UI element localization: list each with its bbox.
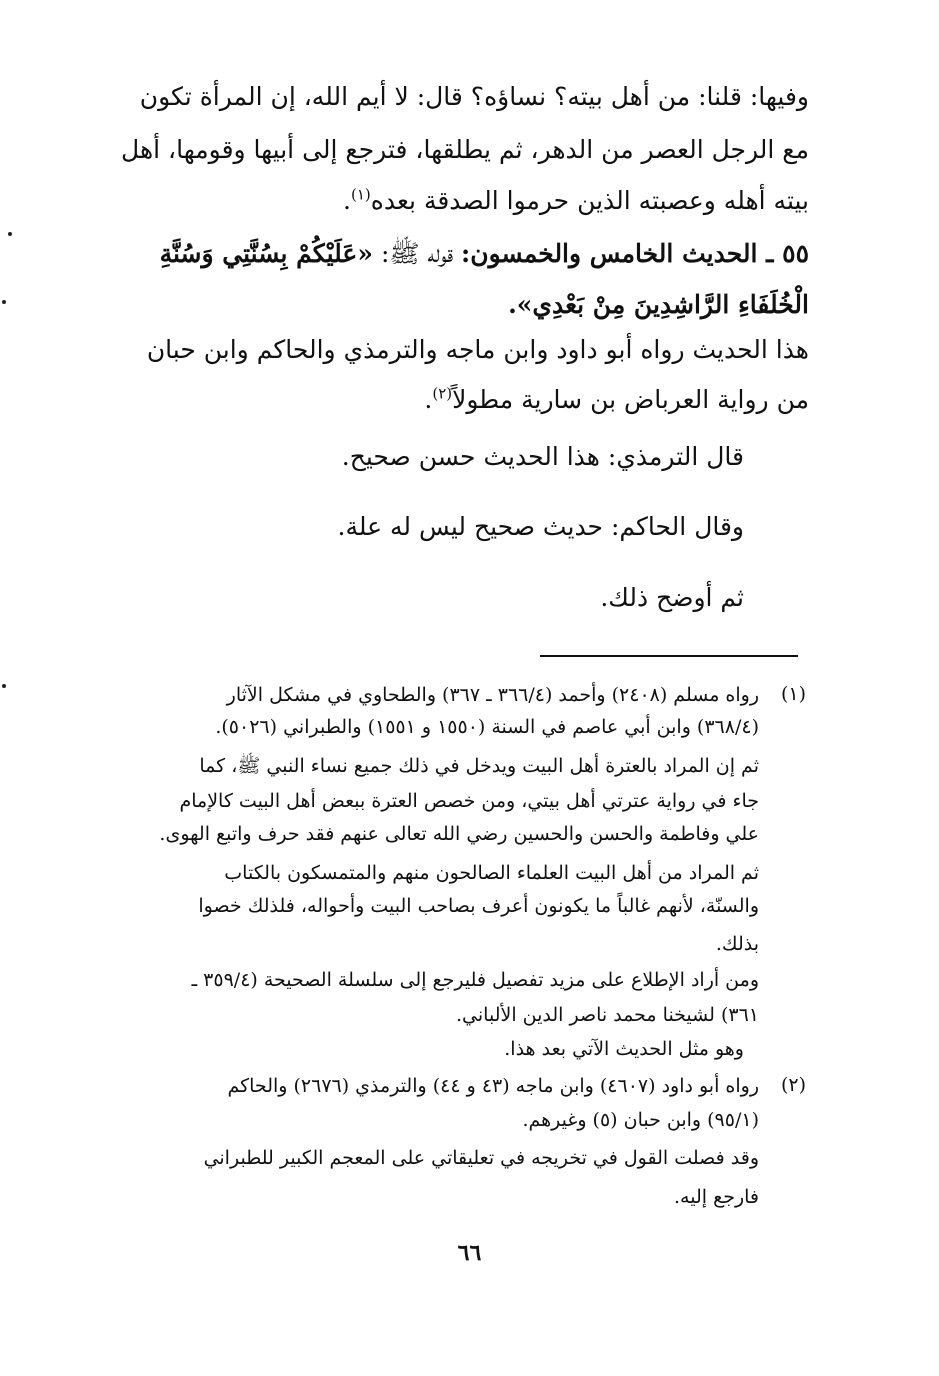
hakim-statement: وقال الحاكم: حديث صحيح ليس له علة. [337,512,744,541]
body-line-1: وفيها: قلنا: من أهل بيته؟ نساؤه؟ قال: لا أيم الله، إن المرأة تكون [139,82,809,111]
body-line-2: مع الرجل العصر من الدهر، ثم يطلقها، فترجع إلى أبيها وقومها، أهل [121,135,809,164]
body-line-3 [343,186,809,215]
footnote-1-line-8: بذلك. [715,933,759,955]
scan-speck [2,300,6,304]
body-line-3-text: بيته أهله وعصبته الذين حرموا الصدقة بعده [370,186,809,215]
footnote-1-line-1: رواه مسلم (٢٤٠٨) وأحمد (٣٦٦/٤ ـ ٣٦٧) والطحاوي في مشكل الآثار [226,684,759,706]
footnote-1-line-3: ثم إن المراد بالعترة أهل البيت ويدخل في ذلك جميع نساء النبي ﷺ، كما [199,755,759,777]
footnote-1-line-4: جاء في رواية عترتي أهل بيتي، ومن خصص العترة ببعض أهل البيت كالإمام [179,790,759,812]
footnote-2-line-2: (٩٥/١) وابن حبان (٥) وغيرهم. [522,1109,759,1131]
footnote-2-line-4: فارجع إليه. [674,1186,759,1208]
footnote-separator [540,655,798,657]
body-line-4: هذا الحديث رواه أبو داود وابن ماجه والترمذي والحاكم وابن حبان [146,335,809,364]
footnote-2-line-1: رواه أبو داود (٤٦٠٧) وابن ماجه (٤٣ و ٤٤) والترمذي (٢٦٧٦) والحاكم [227,1075,759,1097]
footnote-1-line-5: علي وفاطمة والحسن والحسين رضي الله تعالى عنهم فقد حرف واتبع الهوى. [159,823,759,845]
hadith-text-1: «عَلَيْكُمْ بِسُنَّتِي وَسُنَّةِ [159,239,373,268]
tirmidhi-statement: قال الترمذي: هذا الحديث حسن صحيح. [341,442,744,471]
body-line-5 [424,385,809,414]
footnote-ref-2: (٢) [432,384,453,403]
footnote-1-line-10: ٣٦١) لشيخنا محمد ناصر الدين الألباني. [456,1004,759,1026]
footnote-1-line-6: ثم المراد من أهل البيت العلماء الصالحون منهم والمتمسكون بالكتاب [224,862,759,884]
footnote-1-number: (١) [780,683,806,705]
scan-speck [8,232,12,236]
hadith-line-1 [160,238,809,275]
body-line-5-text: من رواية العرباض بن سارية مطولاً [452,385,809,414]
page-number: ٦٦ [457,1240,482,1266]
body-line-3-end: . [343,186,351,215]
footnote-ref-1: (١) [350,185,371,204]
footnote-1-line-9: ومن أراد الإطلاع على مزيد تفصيل فليرجع إلى سلسلة الصحيحة (٣٥٩/٤ ـ [191,969,759,991]
body-line-5-end: . [424,385,433,414]
footnote-1-line-7: والسنّة، لأنهم غالباً ما يكونون أعرف بصاحب البيت وأحواله، فلذلك خصوا [198,895,759,917]
footnote-2-number: (٢) [780,1074,806,1096]
hadith-intro: قوله ﷺ: [380,239,454,268]
hadith-heading: ٥٥ ـ الحديث الخامس والخمسون: [461,239,809,268]
hadith-line-2: الْخُلَفَاءِ الرَّاشِدِينَ مِنْ بَعْدِي». [508,290,809,319]
scan-speck [2,684,6,688]
footnote-1-line-11: وهو مثل الحديث الآتي بعد هذا. [504,1038,744,1060]
clarification-statement: ثم أوضح ذلك. [600,583,744,612]
footnote-2-line-3: وقد فصلت القول في تخريجه في تعليقاتي على المعجم الكبير للطبراني [203,1147,759,1169]
footnote-1-line-2: (٣٦٨/٤) وابن أبي عاصم في السنة (١٥٥٠ و ١٥٥١) والطبراني (٥٠٢٦). [215,716,759,738]
